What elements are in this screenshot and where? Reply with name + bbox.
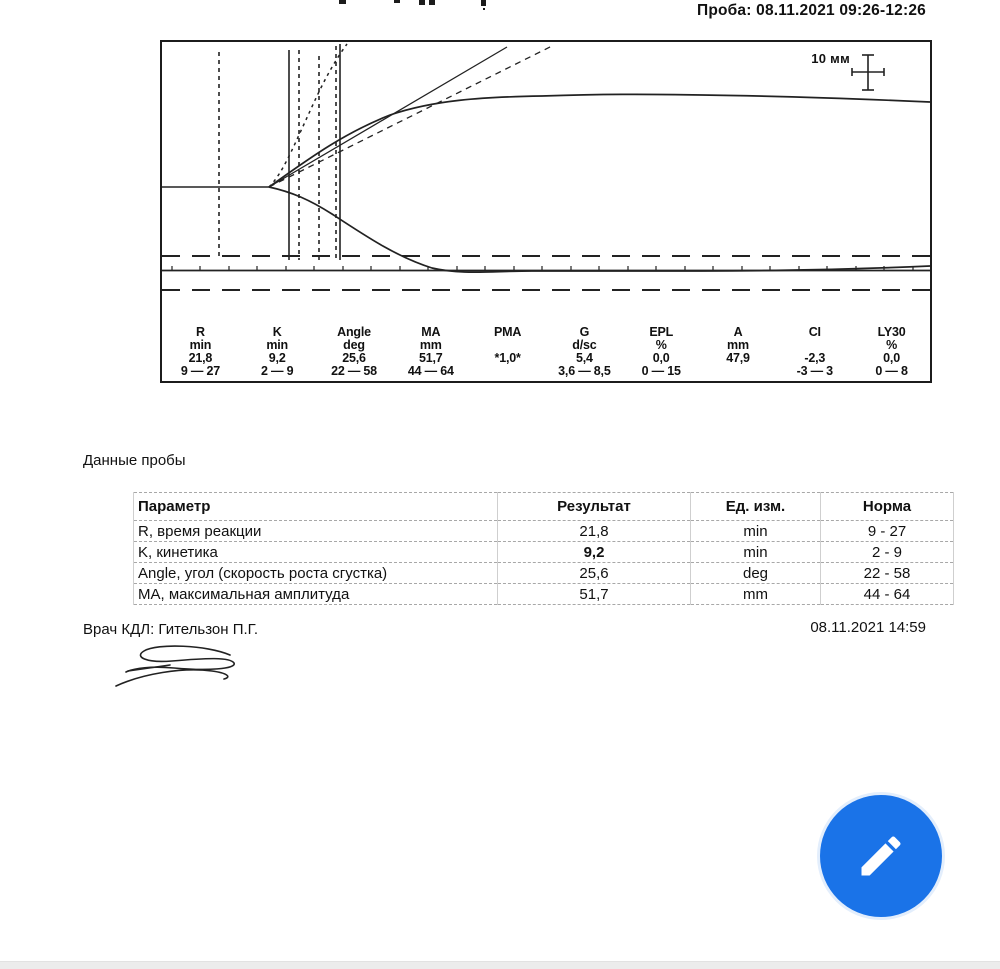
param-col-A: A mm 47,9	[726, 325, 750, 365]
param-unit: deg	[691, 563, 821, 584]
sample-data-table	[133, 492, 954, 605]
table-row	[134, 521, 954, 542]
param-col-LY30: LY30 % 0,0 0 — 8	[875, 325, 908, 378]
param-unit: mm	[691, 584, 821, 605]
doctor-name-label: Врач КДЛ: Гительзон П.Г.	[83, 621, 259, 638]
param-name: Angle, угол (скорость роста сгустка)	[134, 563, 498, 584]
sample-datetime-label: Проба: 08.11.2021 09:26-12:26	[696, 2, 926, 19]
table-row	[134, 542, 954, 563]
table-header-row	[134, 493, 954, 521]
param-norm: 2 - 9	[821, 542, 954, 563]
col-header-norm: Норма	[821, 493, 954, 521]
param-col-G: G d/sc 5,4 3,6 — 8,5	[558, 325, 611, 378]
parameter-strip	[162, 326, 930, 378]
scale-label: 10 мм	[811, 51, 850, 66]
param-unit: min	[691, 521, 821, 542]
param-col-CI: CI -2,3 -3 — 3	[796, 325, 833, 378]
param-result: 21,8	[498, 521, 691, 542]
scale-cross-icon	[852, 55, 884, 90]
param-col-K: K min 9,2 2 — 9	[261, 325, 294, 378]
param-col-PMA: PMA *1,0*	[493, 325, 522, 365]
table-row	[134, 584, 954, 605]
param-result: 51,7	[498, 584, 691, 605]
bottom-page-edge	[0, 961, 1000, 969]
edit-button[interactable]	[820, 795, 942, 917]
param-col-MA: MA mm 51,7 44 — 64	[407, 325, 454, 378]
col-header-unit: Ед. изм.	[691, 493, 821, 521]
param-col-Angle: Angle deg 25,6 22 — 58	[331, 325, 377, 378]
param-name: MA, максимальная амплитуда	[134, 584, 498, 605]
param-col-R: R min 21,8 9 — 27	[180, 325, 220, 378]
param-result: 25,6	[498, 563, 691, 584]
param-norm: 44 - 64	[821, 584, 954, 605]
teg-chart	[160, 40, 932, 383]
pencil-icon	[855, 830, 907, 882]
section-title: Данные пробы	[83, 452, 186, 469]
param-norm: 9 - 27	[821, 521, 954, 542]
param-name: K, кинетика	[134, 542, 498, 563]
param-norm: 22 - 58	[821, 563, 954, 584]
col-header-parameter: Параметр	[134, 493, 498, 521]
col-header-result: Результат	[498, 493, 691, 521]
param-name: R, время реакции	[134, 521, 498, 542]
param-result: 9,2	[498, 542, 691, 563]
report-datetime: 08.11.2021 14:59	[810, 619, 926, 636]
param-col-EPL: EPL % 0,0 0 — 15	[641, 325, 681, 378]
param-unit: min	[691, 542, 821, 563]
doctor-signature	[112, 641, 262, 696]
table-row	[134, 563, 954, 584]
